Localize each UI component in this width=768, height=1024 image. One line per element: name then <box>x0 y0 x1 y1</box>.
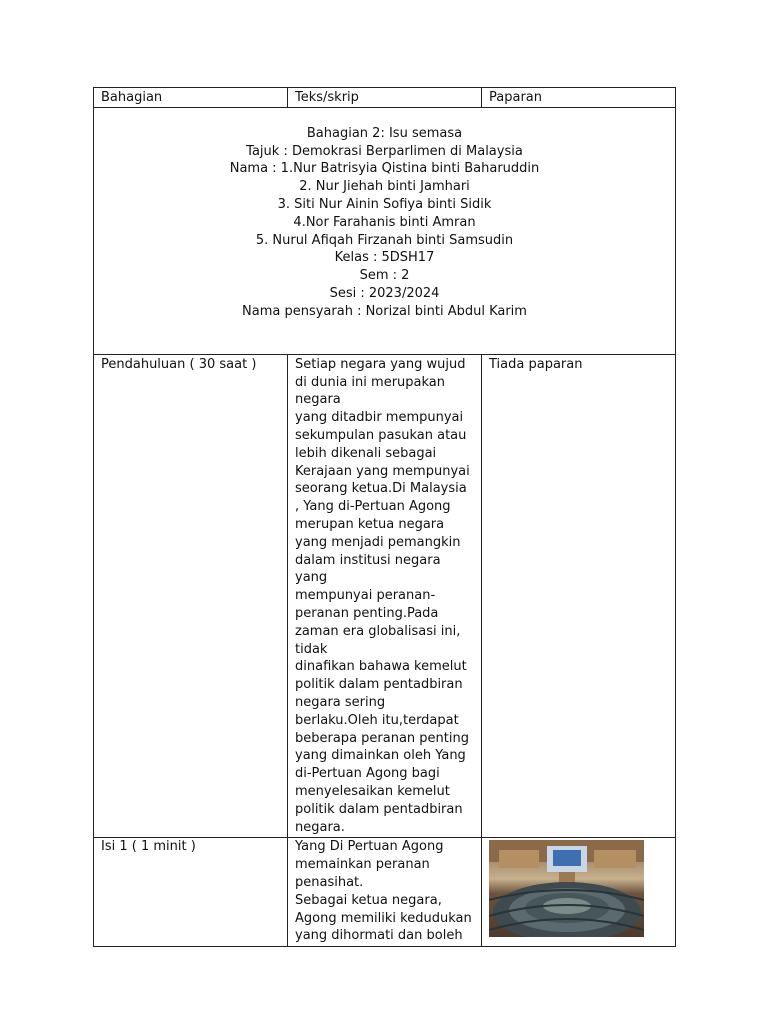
script-line: Setiap negara yang wujud <box>295 356 466 372</box>
table-header-row <box>94 88 676 108</box>
script-line: memainkan peranan <box>295 857 430 873</box>
script-line: dinafikan bahawa kemelut <box>295 659 467 675</box>
info-cell <box>94 107 676 354</box>
script-line: zaman era globalisasi ini, <box>295 623 461 639</box>
script-line: yang ditadbir mempunyai <box>295 410 464 426</box>
info-member-2: 2. Nur Jiehah binti Jamhari <box>299 179 470 195</box>
script-line: negara <box>295 392 341 408</box>
script-line: merupan ketua negara <box>295 516 445 532</box>
header-bahagian: Bahagian <box>94 88 288 108</box>
script-line: yang dimainkan oleh Yang <box>295 748 466 764</box>
script-line: , Yang di-Pertuan Agong <box>295 499 451 515</box>
script-line: negara sering <box>295 694 386 710</box>
script-text <box>295 838 474 945</box>
script-line: politik dalam pentadbiran <box>295 801 463 817</box>
info-class: Kelas : 5DSH17 <box>334 250 435 266</box>
script-line: di dunia ini merupakan <box>295 374 446 390</box>
info-member-5: 5. Nurul Afiqah Firzanah binti Samsudin <box>255 232 514 248</box>
script-line: penasihat. <box>295 874 364 890</box>
script-table <box>93 87 676 947</box>
script-line: berlaku.Oleh itu,terdapat <box>295 712 459 728</box>
script-line: beberapa peranan penting <box>295 730 469 746</box>
display-cell: Tiada paparan <box>482 354 676 838</box>
info-session: Sesi : 2023/2024 <box>329 285 440 301</box>
script-line: Agong memiliki kedudukan <box>295 910 472 926</box>
script-line: di-Pertuan Agong bagi <box>295 766 440 782</box>
script-line: sekumpulan pasukan atau <box>295 427 467 443</box>
script-line: yang <box>295 570 328 586</box>
section-cell: Isi 1 ( 1 minit ) <box>94 838 288 947</box>
table-row <box>94 838 676 947</box>
parliament-hall-photo <box>489 840 644 937</box>
script-line: tidak <box>295 641 328 657</box>
script-line: Kerajaan yang mempunyai <box>295 463 470 479</box>
info-title: Tajuk : Demokrasi Berparlimen di Malaysia <box>246 143 523 159</box>
script-text <box>295 356 474 837</box>
info-row <box>94 107 676 354</box>
script-line: Yang Di Pertuan Agong <box>295 839 444 855</box>
script-line: Sebagai ketua negara, <box>295 892 442 908</box>
script-line: yang dihormati dan boleh <box>295 928 463 944</box>
script-line: politik dalam pentadbiran <box>295 677 463 693</box>
info-member-1: Nama : 1.Nur Batrisyia Qistina binti Baharuddin <box>229 161 540 177</box>
script-line: menyelesaikan kemelut <box>295 783 450 799</box>
script-line: seorang ketua.Di Malaysia <box>295 481 467 497</box>
section-cell: Pendahuluan ( 30 saat ) <box>94 354 288 838</box>
info-part: Bahagian 2: Isu semasa <box>306 125 463 141</box>
script-cell <box>288 354 482 838</box>
info-member-3: 3. Siti Nur Ainin Sofiya binti Sidik <box>277 196 492 212</box>
info-lecturer: Nama pensyarah : Norizal binti Abdul Karim <box>242 303 527 319</box>
info-member-4: 4.Nor Farahanis binti Amran <box>293 214 476 230</box>
script-line: lebih dikenali sebagai <box>295 445 437 461</box>
info-semester: Sem : 2 <box>359 268 410 284</box>
script-cell <box>288 838 482 947</box>
script-line: dalam institusi negara <box>295 552 441 568</box>
script-line: mempunyai peranan- <box>295 588 436 604</box>
header-teks-skrip: Teks/skrip <box>288 88 482 108</box>
script-line: peranan penting.Pada <box>295 605 439 621</box>
display-cell <box>482 838 676 947</box>
table-row <box>94 354 676 838</box>
header-paparan: Paparan <box>482 88 676 108</box>
script-line: yang menjadi pemangkin <box>295 534 461 550</box>
script-line: negara. <box>295 819 345 835</box>
